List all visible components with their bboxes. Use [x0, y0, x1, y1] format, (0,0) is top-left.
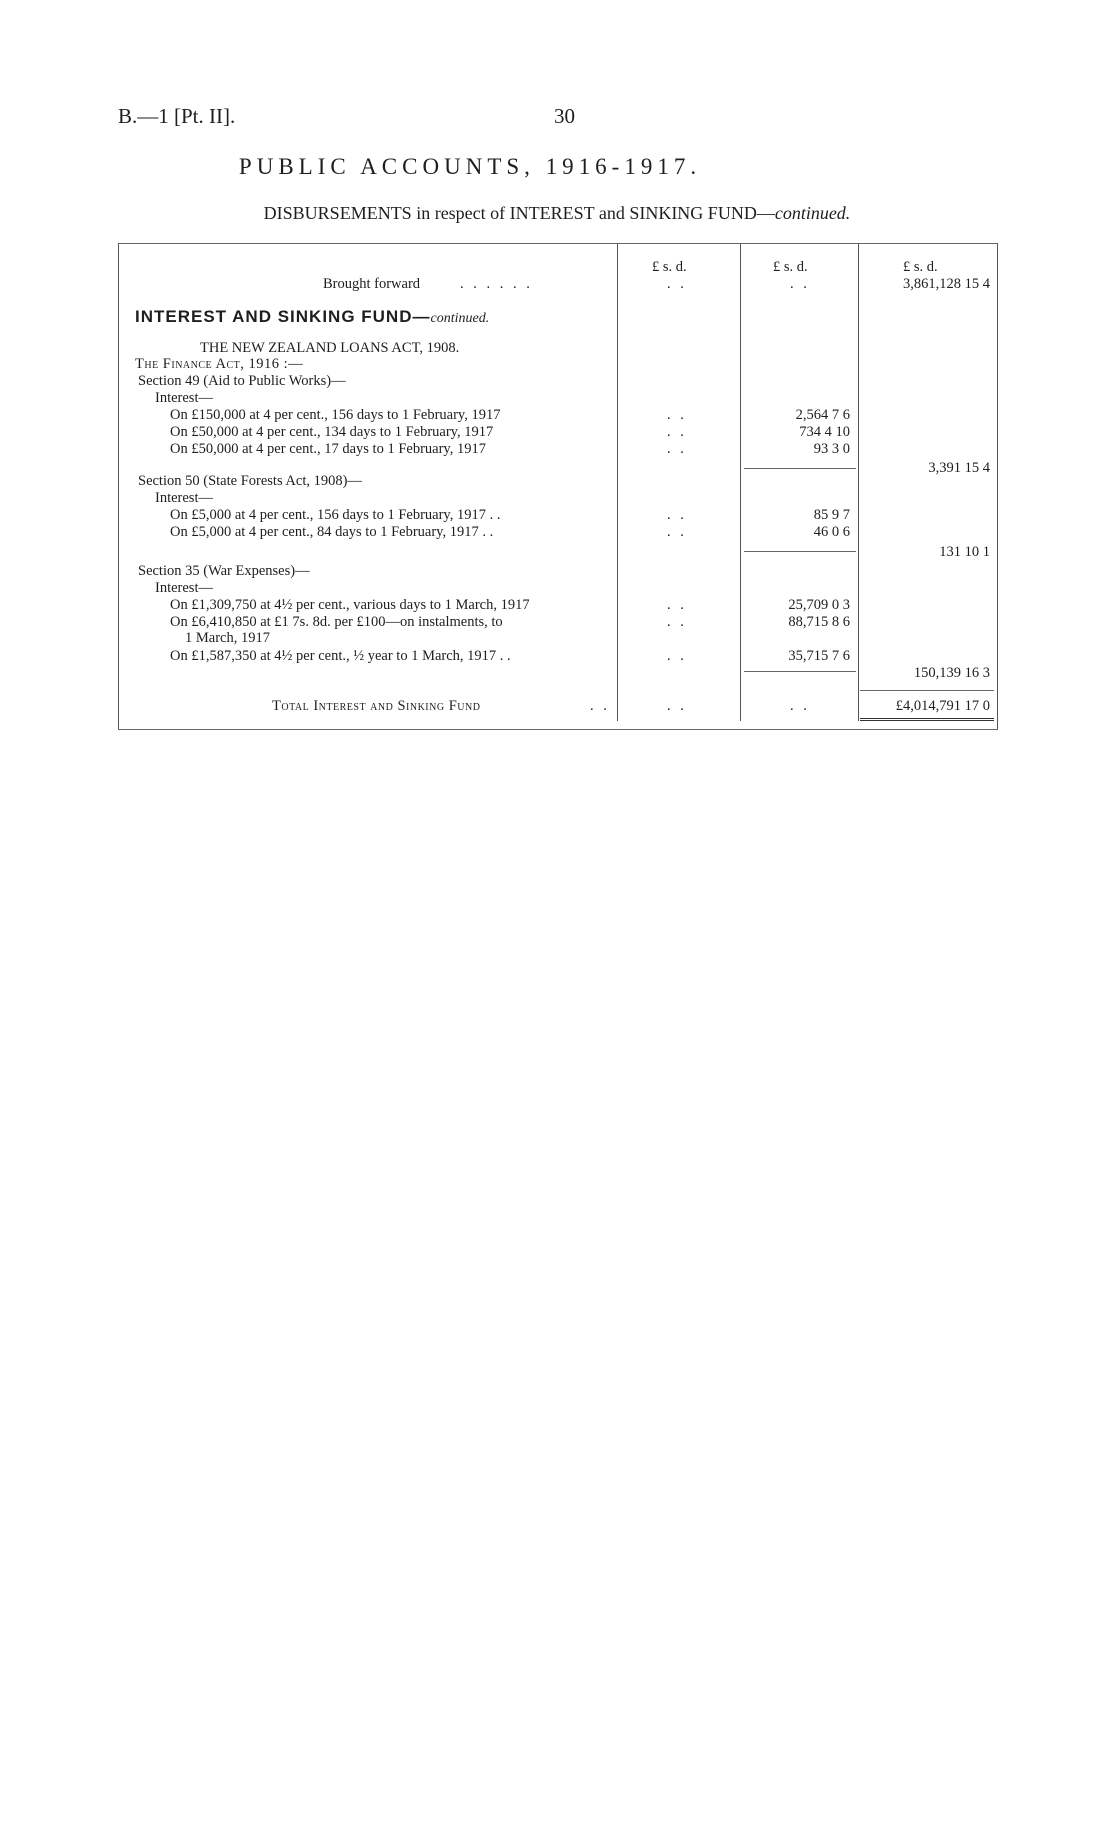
grand-total-top-rule [860, 690, 994, 691]
row-amount: 2,564 7 6 [795, 407, 850, 423]
column-divider-1 [617, 243, 618, 721]
section50-interest-label: Interest— [155, 490, 213, 506]
brought-forward-col1: . . [667, 276, 687, 292]
table-row: On £5,000 at 4 per cent., 84 days to 1 February, 1917 . . [170, 524, 494, 540]
document-reference: B.—1 [Pt. II]. [118, 104, 236, 128]
section-heading [135, 307, 489, 327]
column-divider-3 [858, 243, 859, 721]
act-title: THE NEW ZEALAND LOANS ACT, 1908. [200, 340, 460, 356]
row-col1-leader: . . [667, 648, 687, 664]
table-row: On £6,410,850 at £1 7s. 8d. per £100—on instalments, to [170, 614, 503, 630]
grand-total-label: Total Interest and Sinking Fund [272, 698, 481, 714]
page-title: PUBLIC ACCOUNTS, 1916-1917. [238, 154, 702, 179]
subtotal-rule [744, 468, 856, 469]
row-amount: 35,715 7 6 [788, 648, 850, 664]
row-col1-leader: . . [667, 424, 687, 440]
column3-unit-header: £ s. d. [903, 259, 938, 275]
column-divider-2 [740, 243, 741, 721]
row-col1-leader: . . [667, 614, 687, 630]
table-row: On £50,000 at 4 per cent., 17 days to 1 February, 1917 [170, 441, 486, 457]
table-top-rule [118, 243, 998, 244]
table-row: On £5,000 at 4 per cent., 156 days to 1 February, 1917 . . [170, 507, 501, 523]
column1-unit-header: £ s. d. [652, 259, 687, 275]
section35-interest-label: Interest— [155, 580, 213, 596]
section50-total: 131 10 1 [939, 544, 990, 560]
subtotal-rule [744, 551, 856, 552]
row-amount: 734 4 10 [799, 424, 850, 440]
grand-total-col2: . . [790, 698, 810, 714]
brought-forward-label: Brought forward [323, 276, 421, 292]
row-amount: 85 9 7 [813, 507, 850, 523]
section49-heading: Section 49 (Aid to Public Works)— [138, 373, 346, 389]
section-heading-main: INTEREST AND SINKING FUND— [135, 307, 431, 326]
row-col1-leader: . . [667, 597, 687, 613]
grand-total-col1: . . [667, 698, 687, 714]
brought-forward-total: 3,861,128 15 4 [903, 276, 990, 292]
row-amount: 25,709 0 3 [788, 597, 850, 613]
page-number: 30 [554, 104, 575, 128]
section-heading-continued: continued. [430, 311, 490, 326]
table-bottom-rule [118, 729, 998, 730]
table-row-continuation: 1 March, 1917 [185, 630, 270, 646]
subtotal-rule [744, 671, 856, 672]
grand-total-double-rule [860, 718, 994, 721]
row-amount: 93 3 0 [813, 441, 850, 457]
section35-heading: Section 35 (War Expenses)— [138, 563, 310, 579]
row-amount: 46 0 6 [813, 524, 850, 540]
table-right-rule [997, 243, 998, 730]
grand-total-leader: . . [590, 698, 610, 714]
grand-total-amount: £4,014,791 17 0 [895, 698, 990, 714]
section50-heading: Section 50 (State Forests Act, 1908)— [138, 473, 362, 489]
section49-total: 3,391 15 4 [928, 460, 990, 476]
row-col1-leader: . . [667, 507, 687, 523]
section35-total: 150,139 16 3 [913, 665, 990, 681]
brought-forward-leader: . . . . . . [460, 276, 533, 292]
column2-unit-header: £ s. d. [773, 259, 808, 275]
row-amount: 88,715 8 6 [788, 614, 850, 630]
row-col1-leader: . . [667, 441, 687, 457]
page-subtitle [0, 203, 1114, 224]
table-left-rule [118, 243, 119, 730]
row-col1-leader: . . [667, 524, 687, 540]
table-row: On £150,000 at 4 per cent., 156 days to 1 February, 1917 [170, 407, 501, 423]
table-row: On £50,000 at 4 per cent., 134 days to 1 February, 1917 [170, 424, 494, 440]
finance-act-title: The Finance Act, 1916 :— [135, 356, 304, 372]
table-row: On £1,587,350 at 4½ per cent., ½ year to 1 March, 1917 . . [170, 648, 511, 664]
table-row: On £1,309,750 at 4½ per cent., various days to 1 March, 1917 [170, 597, 530, 613]
row-col1-leader: . . [667, 407, 687, 423]
subtitle-continued: continued. [774, 203, 851, 223]
brought-forward-col2: . . [790, 276, 810, 292]
section49-interest-label: Interest— [155, 390, 213, 406]
subtitle-main: DISBURSEMENTS in respect of INTEREST and SINKING FUND— [263, 203, 775, 223]
